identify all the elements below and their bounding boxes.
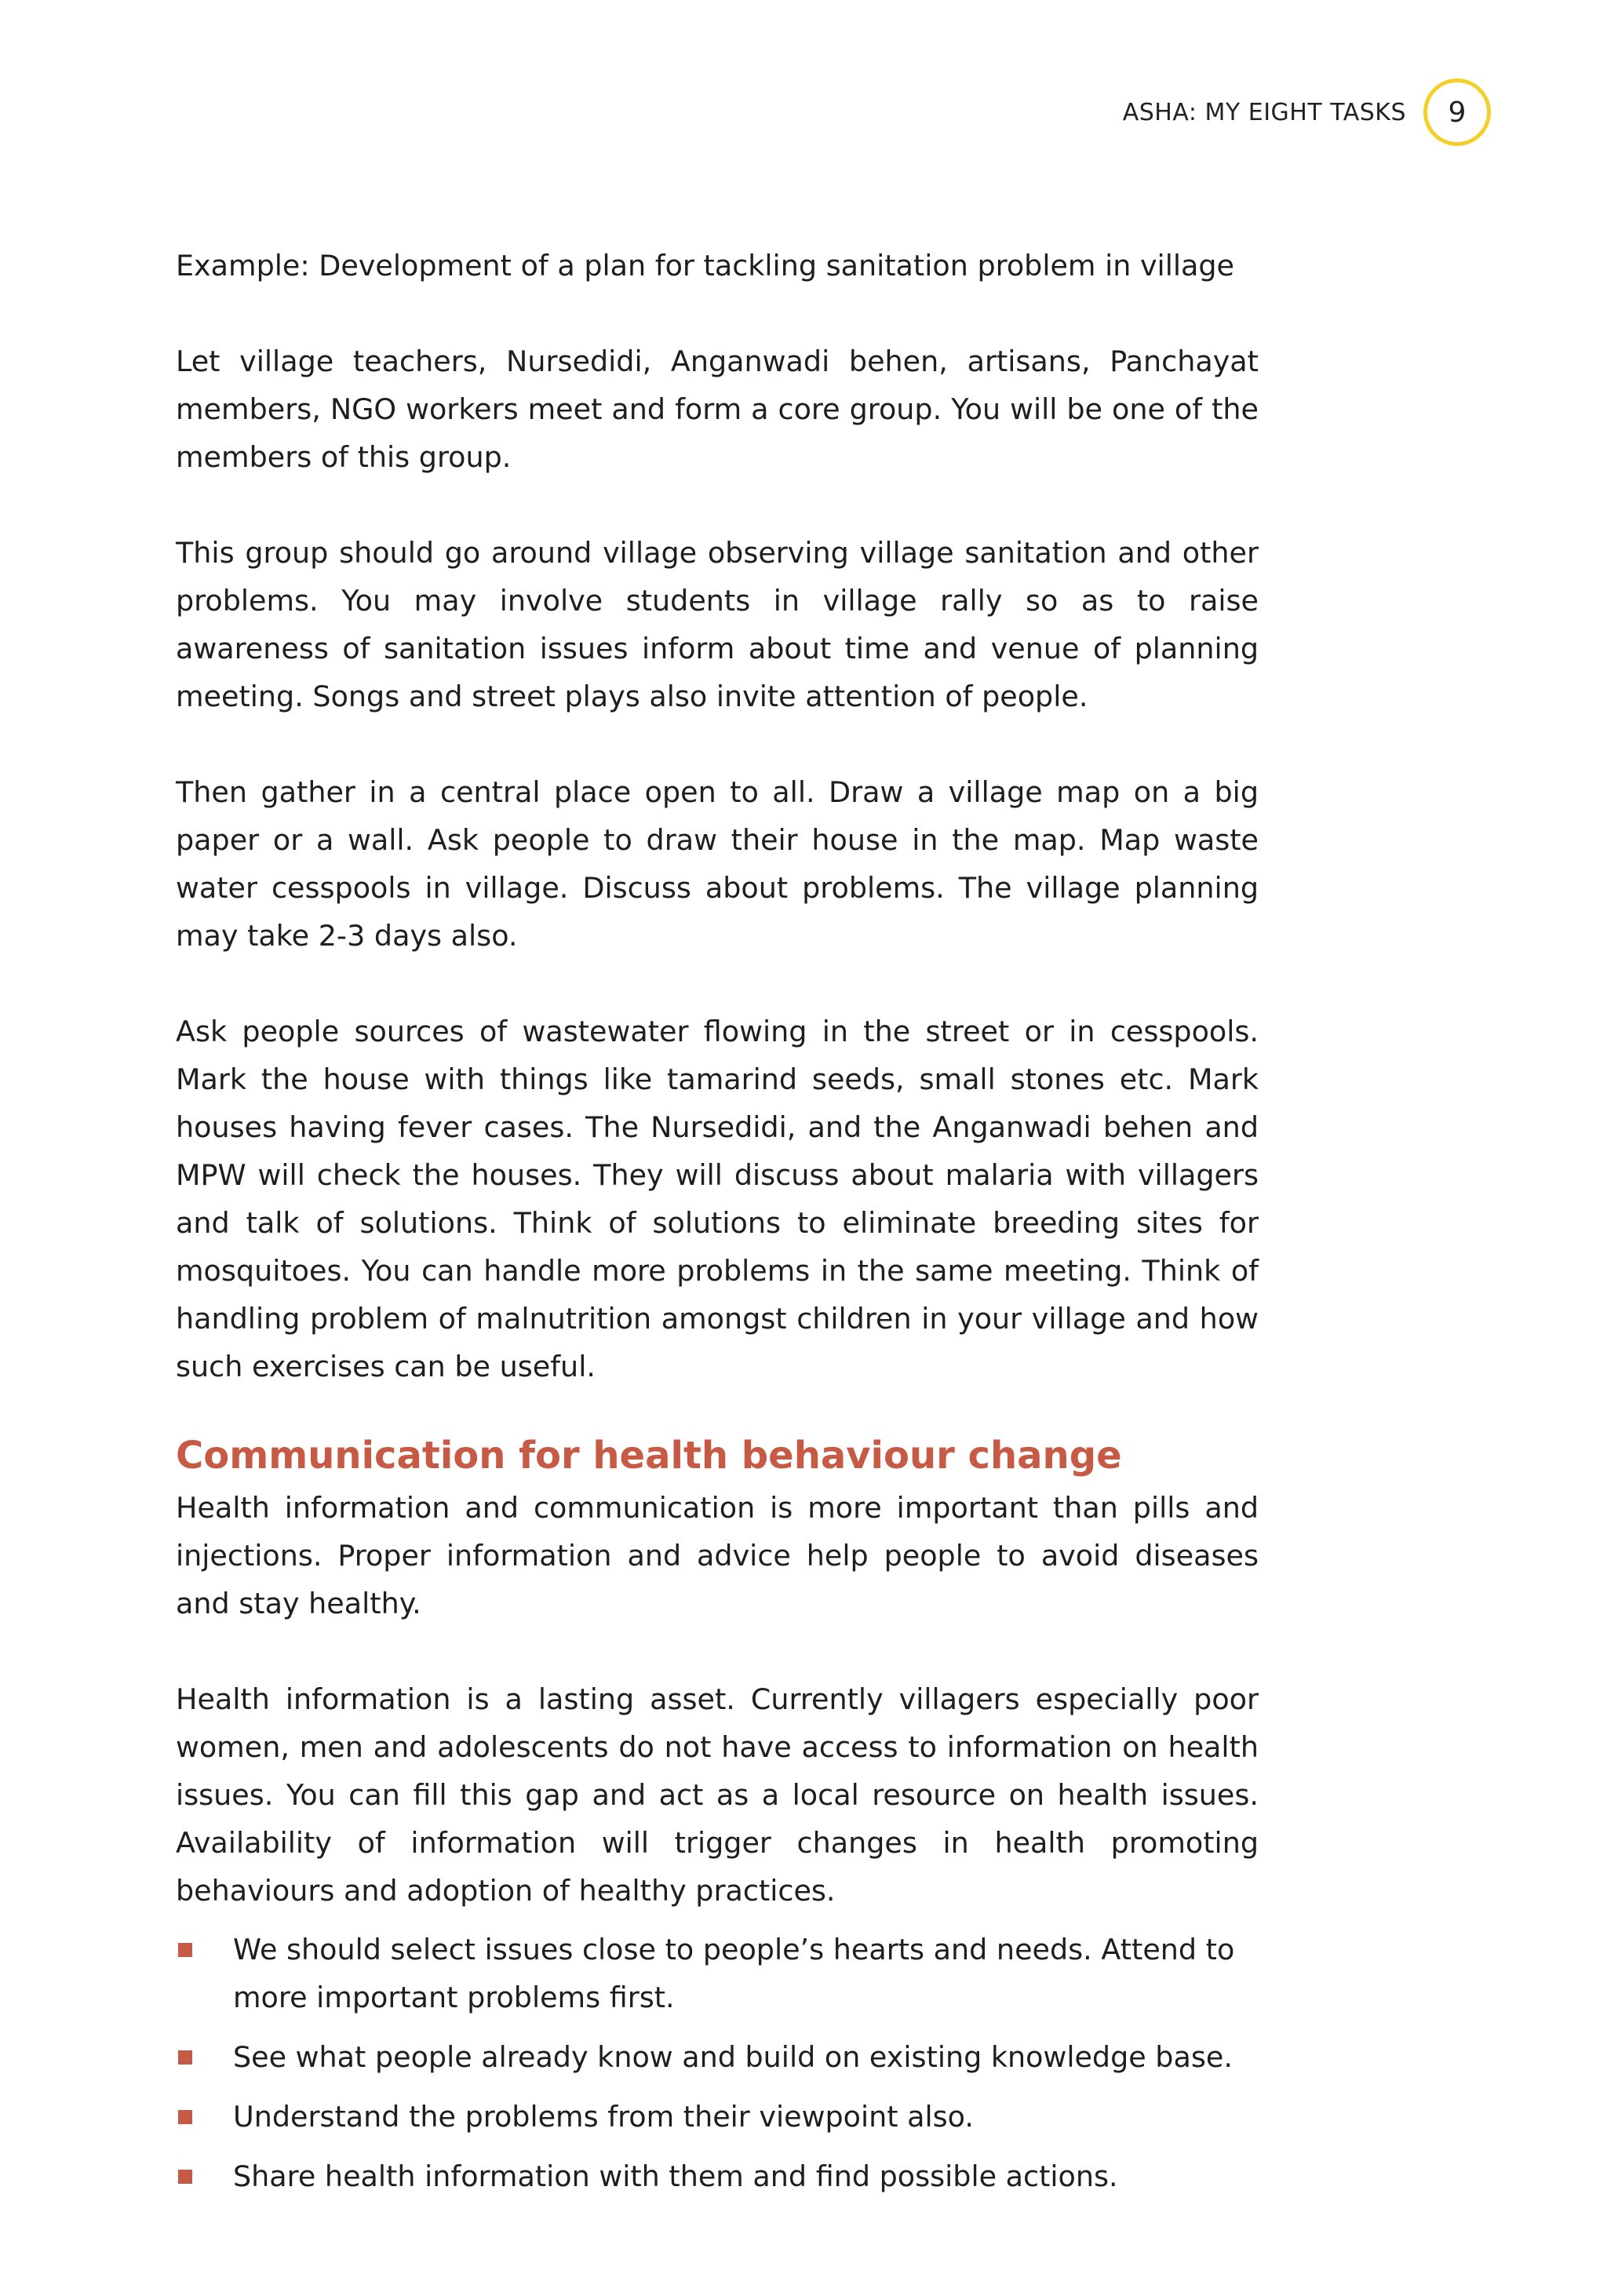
list-item-text: Understand the problems from their viewpoint also. [233, 2100, 974, 2134]
section-heading: Communication for health behaviour change [176, 1434, 1122, 1478]
running-title: ASHA: MY EIGHT TASKS [1122, 98, 1406, 126]
list-item [176, 2033, 1259, 2081]
list-item [176, 2152, 1259, 2200]
page-header [1123, 78, 1491, 146]
list-item [176, 2093, 1259, 2141]
square-bullet-icon [178, 2170, 192, 2184]
body-paragraph: Health information and communication is more important than pills and injections. Proper information and advice help people to avoid diseases and stay healthy. [176, 1491, 1259, 1620]
square-bullet-icon [178, 2050, 192, 2065]
list-item [176, 1926, 1259, 2021]
example-paragraph: Example: Development of a plan for tackling sanitation problem in village [176, 249, 1234, 282]
body-paragraph: Health information is a lasting asset. Currently villagers especially poor women, men and adolescents do not have access to information on health issues. You can fill this gap and act as a local resource on health issues. Availability of information will trigger changes in health promoting behaviours and adoption of healthy practices. [176, 1682, 1259, 1908]
page-content [176, 242, 1259, 2212]
body-paragraph: Ask people sources of wastewater flowing in the street or in cesspools. Mark the house with things like tamarind seeds, small stones etc. Mark houses having fever cases. The Nursedidi, and the Anganwadi behen and MPW will check the houses. They will discuss about malaria with villagers and talk of solutions. Think of solutions to eliminate breeding sites for mosquitoes. You can handle more problems in the same meeting. Think of handling problem of malnutrition amongst children in your village and how such exercises can be useful. [176, 1015, 1259, 1383]
square-bullet-icon [178, 2110, 192, 2124]
square-bullet-icon [178, 1943, 192, 1957]
bullet-list [176, 1926, 1259, 2200]
list-item-text: We should select issues close to people’s hearts and needs. Attend to more important problems first. [233, 1933, 1235, 2014]
page-number: 9 [1423, 78, 1491, 146]
body-paragraph: Then gather in a central place open to all. Draw a village map on a big paper or a wall. Ask people to draw their house in the map. Map waste water cesspools in village. Discuss about problems. The village planning may take 2-3 days also. [176, 775, 1259, 953]
list-item-text: Share health information with them and find possible actions. [233, 2159, 1118, 2193]
body-paragraph: Let village teachers, Nursedidi, Anganwadi behen, artisans, Panchayat members, NGO workers meet and form a core group. You will be one of the members of this group. [176, 344, 1259, 474]
list-item-text: See what people already know and build on existing knowledge base. [233, 2040, 1233, 2074]
body-paragraph: This group should go around village observing village sanitation and other problems. You may involve students in village rally so as to raise awareness of sanitation issues inform about time and venue of planning meeting. Songs and street plays also invite attention of people. [176, 536, 1259, 713]
